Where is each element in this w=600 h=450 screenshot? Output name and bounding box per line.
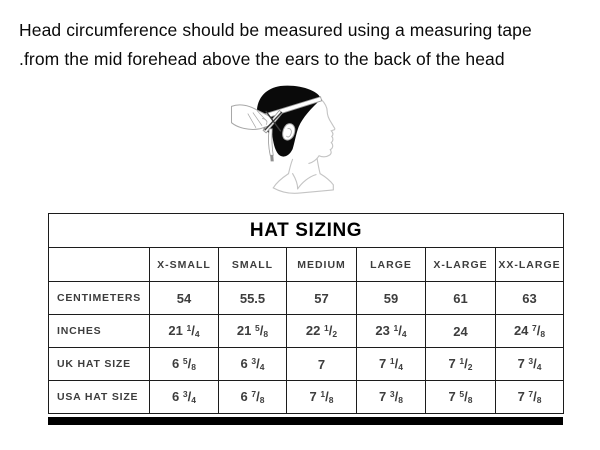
row-label-inches: INCHES <box>49 315 150 348</box>
instructions-line-2: .from the mid forehead above the ears to the back of the head <box>19 48 505 69</box>
header-cell-small: SMALL <box>219 248 287 282</box>
row-label-uk-hat-size: UK HAT SIZE <box>49 348 150 381</box>
value-cell: 63 <box>496 282 564 315</box>
value-cell: 7 $^3/_4$ <box>496 348 564 381</box>
table-row-inches <box>49 315 564 348</box>
table-row-uk-hat-size <box>49 348 564 381</box>
value-cell: 7 $^1/_2$ <box>426 348 496 381</box>
header-cell-medium: MEDIUM <box>287 248 357 282</box>
value-cell: 7 $^1/_4$ <box>357 348 426 381</box>
value-cell: 7 <box>287 348 357 381</box>
row-label-centimeters: CENTIMETERS <box>49 282 150 315</box>
value-cell: 59 <box>357 282 426 315</box>
value-cell: 22 $^1/_2$ <box>287 315 357 348</box>
row-label-usa-hat-size: USA HAT SIZE <box>49 381 150 414</box>
value-cell: 6 $^5/_8$ <box>150 348 219 381</box>
value-cell: 61 <box>426 282 496 315</box>
value-cell: 6 $^3/_4$ <box>150 381 219 414</box>
value-cell: 7 $^3/_8$ <box>357 381 426 414</box>
table-title-row <box>49 214 564 248</box>
table-bottom-bar <box>48 417 563 425</box>
measurement-instructions <box>19 16 559 73</box>
table-header-row <box>49 248 564 282</box>
instructions-line-1: Head circumference should be measured using a measuring tape <box>19 20 532 40</box>
value-cell: 7 $^5/_8$ <box>426 381 496 414</box>
head-measurement-illustration <box>230 84 345 196</box>
value-cell: 23 $^1/_4$ <box>357 315 426 348</box>
value-cell: 21 $^5/_8$ <box>219 315 287 348</box>
value-cell: 24 <box>426 315 496 348</box>
value-cell: 6 $^7/_8$ <box>219 381 287 414</box>
header-cell-x-large: X-LARGE <box>426 248 496 282</box>
header-cell-empty <box>49 248 150 282</box>
table-title: HAT SIZING <box>49 214 564 248</box>
header-cell-large: LARGE <box>357 248 426 282</box>
table-row-usa-hat-size <box>49 381 564 414</box>
value-cell: 6 $^3/_4$ <box>219 348 287 381</box>
hat-sizing-table <box>48 213 564 414</box>
value-cell: 24 $^7/_8$ <box>496 315 564 348</box>
header-cell-xx-large: XX-LARGE <box>496 248 564 282</box>
value-cell: 7 $^1/_8$ <box>287 381 357 414</box>
value-cell: 57 <box>287 282 357 315</box>
value-cell: 21 $^1/_4$ <box>150 315 219 348</box>
value-cell: 54 <box>150 282 219 315</box>
value-cell: 55.5 <box>219 282 287 315</box>
table-row-centimeters <box>49 282 564 315</box>
neck-shoulders-outline <box>273 158 333 193</box>
value-cell: 7 $^7/_8$ <box>496 381 564 414</box>
header-cell-x-small: X-SMALL <box>150 248 219 282</box>
